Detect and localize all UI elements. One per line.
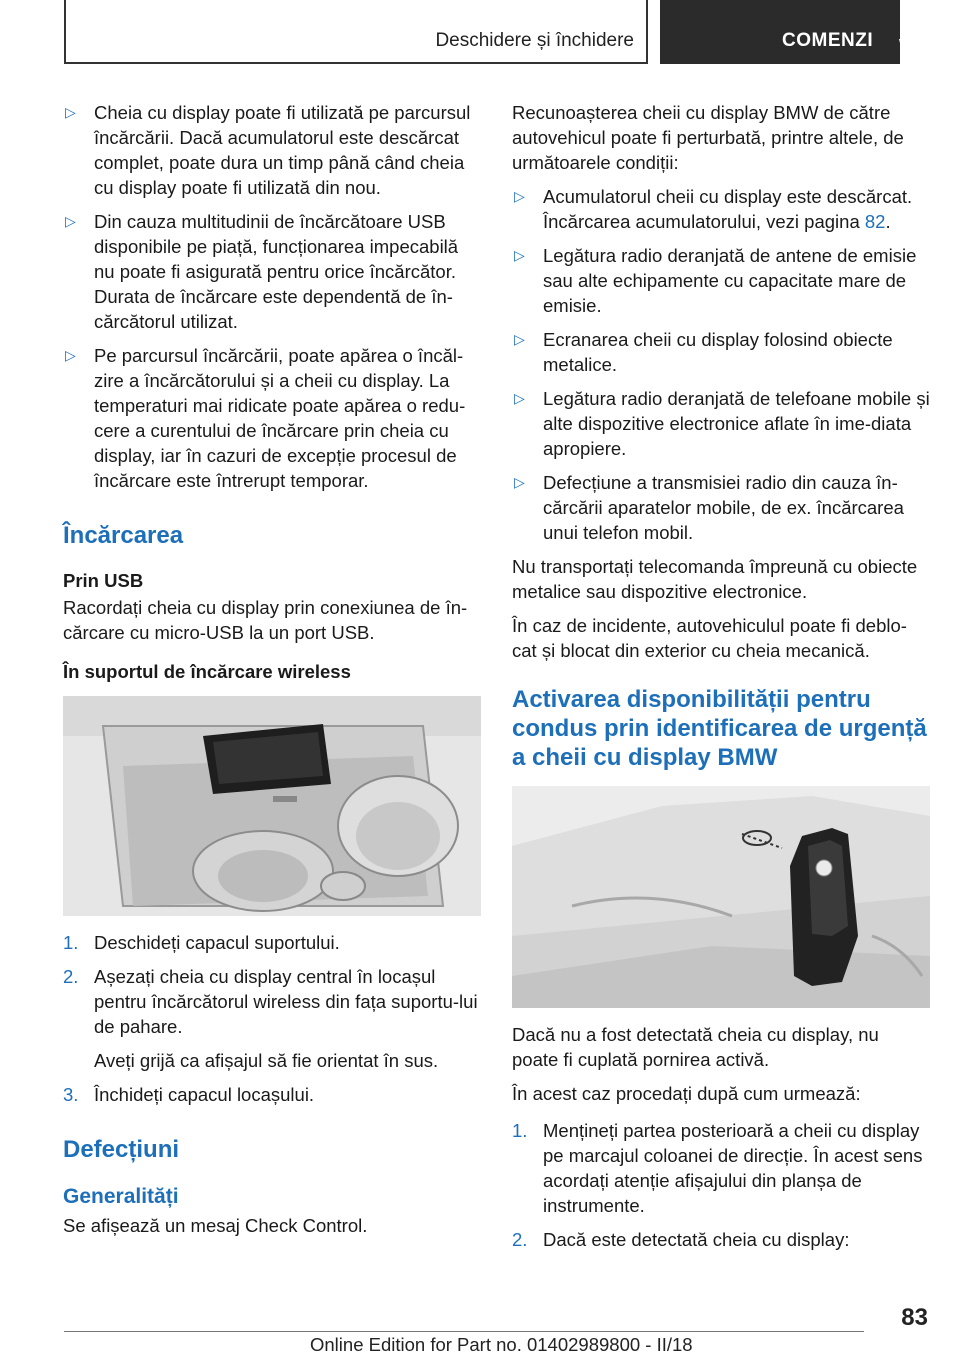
paragraph: Dacă nu a fost detectată cheia cu display, nu poate fi cuplată pornirea activă. <box>512 1024 879 1070</box>
section-heading-charging: Încărcarea <box>63 522 184 549</box>
page-number: 83 <box>901 1304 928 1331</box>
footer-edition: Online Edition for Part no. 01402989800 - II/18 <box>310 1334 693 1355</box>
triangle-right-icon: ▷ <box>514 247 525 263</box>
step-text: Dacă este detectată cheia cu display: <box>543 1229 850 1250</box>
intro-text: Recunoașterea cheii cu display BMW de către autovehicul poate fi perturbată, printre altele, de următoarele condiții: <box>512 102 904 173</box>
bullet-item <box>63 343 481 493</box>
section-heading-emergency: Activarea disponibilității pentru condus prin identificarea de urgență a cheii cu display BMW <box>512 686 927 771</box>
bullet-item <box>512 243 930 318</box>
bullet-text: Legătura radio deranjată de antene de emisie sau alte echipamente cu capacitate mare de emisie. <box>543 245 917 316</box>
step-item <box>63 964 481 1039</box>
bullet-item <box>512 184 930 234</box>
step-text: Așezați cheia cu display central în locașul pentru încărcătorul wireless din fața suportu‐lui de pahare. <box>94 966 478 1037</box>
usb-text: Racordați cheia cu display prin conexiunea de în‐cărcare cu micro-USB la un port USB. <box>63 597 468 643</box>
bullet-text: Legătura radio deranjată de telefoane mobile și alte dispozitive electronice aflate în ime‐diata apropiere. <box>543 388 930 459</box>
step-item <box>63 1082 481 1107</box>
triangle-right-icon: ▷ <box>514 331 525 347</box>
header-chapter-box <box>660 0 900 64</box>
step-text: Deschideți capacul suportului. <box>94 932 340 953</box>
paragraph: Nu transportați telecomanda împreună cu obiecte metalice sau dispozitive electronice. <box>512 556 918 602</box>
hand-pointer-icon <box>896 24 920 52</box>
subsection-heading-general: Generalități <box>63 1185 179 1208</box>
step-number: 1. <box>512 1120 528 1141</box>
bullet-text: Din cauza multitudinii de încărcătoare USB disponibile pe piață, funcționarea impecabilă nu poate fi asigurată pentru orice încărcător. Durata de încărcare este dependentă de în‐cărcătorul utilizat. <box>94 211 459 332</box>
paragraph: În caz de incidente, autovehiculul poate fi deblo‐cat și blocat din exterior cu cheia mecanică. <box>512 615 907 661</box>
bullet-item <box>63 100 481 200</box>
paragraph: În acest caz procedați după cum urmează: <box>512 1083 861 1104</box>
triangle-right-icon: ▷ <box>65 347 76 363</box>
bullet-text: Cheia cu display poate fi utilizată pe parcursul încărcării. Dacă acumulatorul este descărcat complet, poate dura un timp până când cheia cu display poate fi utilizată din nou. <box>94 102 471 198</box>
triangle-right-icon: ▷ <box>65 213 76 229</box>
page-link[interactable]: 82 <box>864 211 886 232</box>
triangle-right-icon: ▷ <box>514 474 525 490</box>
triangle-right-icon: ▷ <box>514 390 525 406</box>
triangle-right-icon: ▷ <box>65 104 76 120</box>
bullet-text: Pe parcursul încărcării, poate apărea o încăl‐zire a încărcătorului și a cheii cu display. La temperaturi mai ridicate poate apărea o redu‐cere a curentului de încărcare prin cheia cu display, iar în cazuri de excepție procesul de încărcare este întrerupt temporar. <box>94 345 466 491</box>
bullet-item <box>512 470 930 545</box>
bullet-text: Acumulatorul cheii cu display este descărcat. Încărcarea acumulatorului, vezi pagina <box>543 186 913 232</box>
footer-divider <box>64 1331 864 1332</box>
triangle-right-icon: ▷ <box>514 188 525 204</box>
step-note: Aveți grijă ca afișajul să fie orientat în sus. <box>94 1050 439 1071</box>
wireless-charging-image <box>63 696 481 916</box>
step-item <box>63 930 481 955</box>
step-number: 3. <box>63 1084 79 1105</box>
step-text: Închideți capacul locașului. <box>94 1084 315 1105</box>
bullet-item <box>512 386 930 461</box>
right-column <box>512 100 930 1261</box>
step-number: 2. <box>512 1229 528 1250</box>
step-text: Mențineți partea posterioară a cheii cu display pe marcajul coloanei de direcție. În acest sens acordați atenție afișajului din planșa de instrumente. <box>543 1120 923 1216</box>
bullet-text-end: . <box>885 211 891 232</box>
bullet-text: Ecranarea cheii cu display folosind obiecte metalice. <box>543 329 893 375</box>
wireless-heading: În suportul de încărcare wireless <box>63 661 351 682</box>
general-text: Se afișează un mesaj Check Control. <box>63 1215 368 1236</box>
section-heading-faults: Defecțiuni <box>63 1136 180 1163</box>
step-number: 1. <box>63 932 79 953</box>
key-steering-column-image <box>512 786 930 1008</box>
bullet-item <box>512 327 930 377</box>
bullet-item <box>63 209 481 334</box>
step-number: 2. <box>63 966 79 987</box>
usb-heading: Prin USB <box>63 570 144 591</box>
bullet-text: Defecțiune a transmisiei radio din cauza în‐cărcării aparatelor mobile, de ex. încărcarea unui telefon mobil. <box>543 472 904 543</box>
header-chapter-title: COMENZI <box>782 30 874 51</box>
step-item <box>512 1227 930 1252</box>
step-item <box>512 1118 930 1218</box>
header-section-title: Deschidere și închidere <box>435 30 634 51</box>
header-section-box <box>64 0 648 64</box>
left-column <box>63 100 481 1247</box>
